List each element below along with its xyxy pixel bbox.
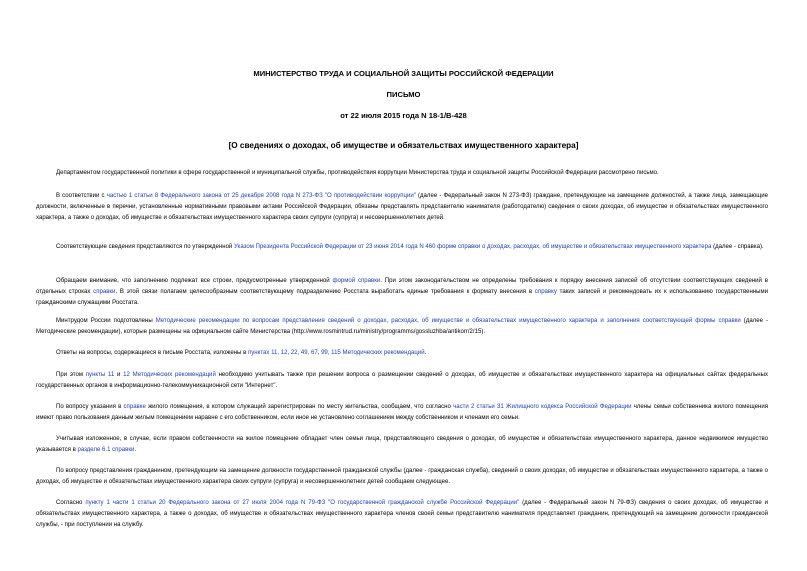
document-subject: [О сведениях о доходах, об имуществе и обязательствах имущественного характера]	[228, 141, 579, 150]
paragraph-text: необходимо учитывать также при решении вопроса о размещении сведений о доходах, об имуществе и обязательствах имущественного характера на официальных сайтах федеральных государственных органов в информационно-телекоммуникационной сети "Интернет".	[36, 372, 769, 390]
paragraph-10	[36, 466, 768, 488]
paragraph-text: Согласно	[56, 500, 86, 506]
link-item-12[interactable]: 12 Методических рекомендаций	[123, 372, 216, 378]
paragraph-11	[36, 498, 768, 532]
paragraph-text: . В этой связи полагаем целесообразным соответствующему подразделению Росстата выработать единые требования к формату внесения в	[115, 289, 535, 296]
link-civil-service-law[interactable]: пункту 1 части 1 статьи 20 Федерального закона от 27 июля 2004 года N 79-ФЗ "О государственной гражданской службе Российской Федерации"	[85, 500, 520, 506]
paragraph-text: и	[114, 372, 124, 378]
paragraph-9	[36, 434, 768, 456]
paragraph-text: (далее - справка).	[711, 244, 764, 250]
paragraph-4	[36, 276, 768, 310]
paragraph-text: жилого помещения, в котором служащий зарегистрирован по месту жительства, сообщаем, что согласно	[145, 404, 454, 410]
paragraph-text: Ответы на вопросы, содержащиеся в письме Росстата, изложены в	[56, 350, 248, 356]
paragraph-7	[36, 370, 768, 392]
paragraph-text: .	[134, 447, 137, 454]
link-housing-code[interactable]: части 2 статьи 31 Жилищного кодекса Российской Федерации	[453, 404, 632, 410]
document-type: ПИСЬМО	[386, 90, 421, 99]
paragraph-text: члены семьи собственника жилого помещения имеют право пользования данным жилым помещением наравне с его собственником, если иное не установлено соглашением между собственником и членами его семьи.	[36, 404, 768, 422]
ministry-title: МИНИСТЕРСТВО ТРУДА И СОЦИАЛЬНОЙ ЗАЩИТЫ РОССИЙСКОЙ ФЕДЕРАЦИИ	[253, 69, 554, 78]
paragraph-text: Департаментом государственной политики в сфере государственной и муниципальной службы, противодействия коррупции Министерства труда и социальной защиты Российской Федерации рассмотрено письмо.	[56, 170, 659, 176]
paragraph-5	[36, 316, 768, 338]
link-section-6-1[interactable]: разделе 6.1 справки	[77, 447, 135, 454]
paragraph-text: . При этом законодательством не определены требования к порядку внесения записей об отсутствии соответствующих сведений в отдельных строках	[36, 278, 768, 296]
paragraph-8	[36, 402, 768, 424]
paragraph-text: Учитывая изложенное, в случае, если правом собственности на жилое помещение обладает член семьи лица, представляющего сведения о доходах, об имуществе и обязательствах имущественного характера, данное недвижимое имущество указывается в	[36, 436, 768, 454]
link-form[interactable]: формой справки	[332, 278, 381, 284]
link-certificate-2[interactable]: справку	[534, 289, 557, 296]
link-methodical-recommendations[interactable]: Методические рекомендации по вопросам представления сведений о доходах, расходах, об имуществе и обязательствах имущественного характера и заполнения соответствующей формы справки	[155, 318, 741, 324]
document-date-number: от 22 июля 2015 года N 18-1/В-428	[340, 111, 467, 120]
paragraph-text: (далее - Федеральный закон N 79-ФЗ) сведения о своих доходах, об имуществе и обязательствах имущественного характера, а также о доходах, об имуществе и обязательствах имущественного характера членов своей семьи представителю нанимателя представляет гражданин, претендующий на замещение должности гражданской службы, - при поступлении на службу.	[36, 500, 768, 529]
link-certificate-3[interactable]: справке	[123, 404, 146, 410]
link-item-11[interactable]: пункты 11	[85, 372, 115, 378]
paragraph-text: (далее - Федеральный закон N 273-ФЗ) граждане, претендующие на замещение должностей, а также лица, замещающие должности, включенные в перечни, установленные нормативными правовыми актами Российской Федерации, обязаны представлять представителю нанимателя (работодателю) сведения о своих доходах, об имуществе и обязательствах имущественного характера, а также о доходах, об имуществе и обязательствах имущественного характера своих супруги (супруга) и несовершеннолетних детей.	[36, 193, 768, 222]
link-recommendation-items[interactable]: пунктах 11, 12, 22, 49, 67, 99, 115 Методических рекомендаций	[247, 350, 425, 356]
paragraph-text: (далее - Методические рекомендации), которые размещены на официальном сайте Министерства (http://www.rosmintrud.ru/ministry/programms/gossluzhba/antikorr/2/15).	[36, 318, 769, 336]
paragraph-text: По вопросу указания в	[56, 404, 124, 410]
link-anticorruption-law[interactable]: частью 1 статьи 8 Федерального закона от 25 декабря 2008 года N 273-ФЗ "О противодействии коррупции"	[106, 193, 416, 199]
paragraph-6	[36, 348, 768, 359]
paragraph-text: По вопросу представления гражданином, претендующим на замещение должности государственной гражданской службы (далее - гражданская служба), сведений о своих доходах, об имуществе и обязательствах имущественного характера, а также о доходах, об имуществе и обязательствах имущественного характера своих супруги (супруга) и несовершеннолетних детей сообщаем следующее.	[36, 468, 768, 486]
paragraph-3	[36, 242, 768, 253]
link-certificate[interactable]: справки	[93, 289, 116, 296]
paragraph-2	[36, 191, 768, 225]
link-presidential-decree[interactable]: Указом Президента Российской Федерации от 23 июня 2014 года N 460 форме справки о доходах, расходах, об имуществе и обязательствах имущественного характера	[233, 244, 712, 250]
paragraph-text: Соответствующие сведения представляются по утвержденной	[56, 244, 234, 250]
paragraph-text: Минтрудом России подготовлены	[56, 318, 156, 324]
paragraph-text: В соответствии с	[56, 193, 107, 199]
paragraph-1	[36, 168, 768, 179]
paragraph-text: .	[424, 350, 427, 356]
paragraph-text: Обращаем внимание, что заполнению подлежат все строки, предусмотренные утвержденной	[56, 278, 333, 284]
paragraph-text: таких записей и рекомендовать их к использованию государственными гражданскими служащими Росстата.	[36, 289, 769, 307]
paragraph-text: При этом	[56, 372, 86, 378]
